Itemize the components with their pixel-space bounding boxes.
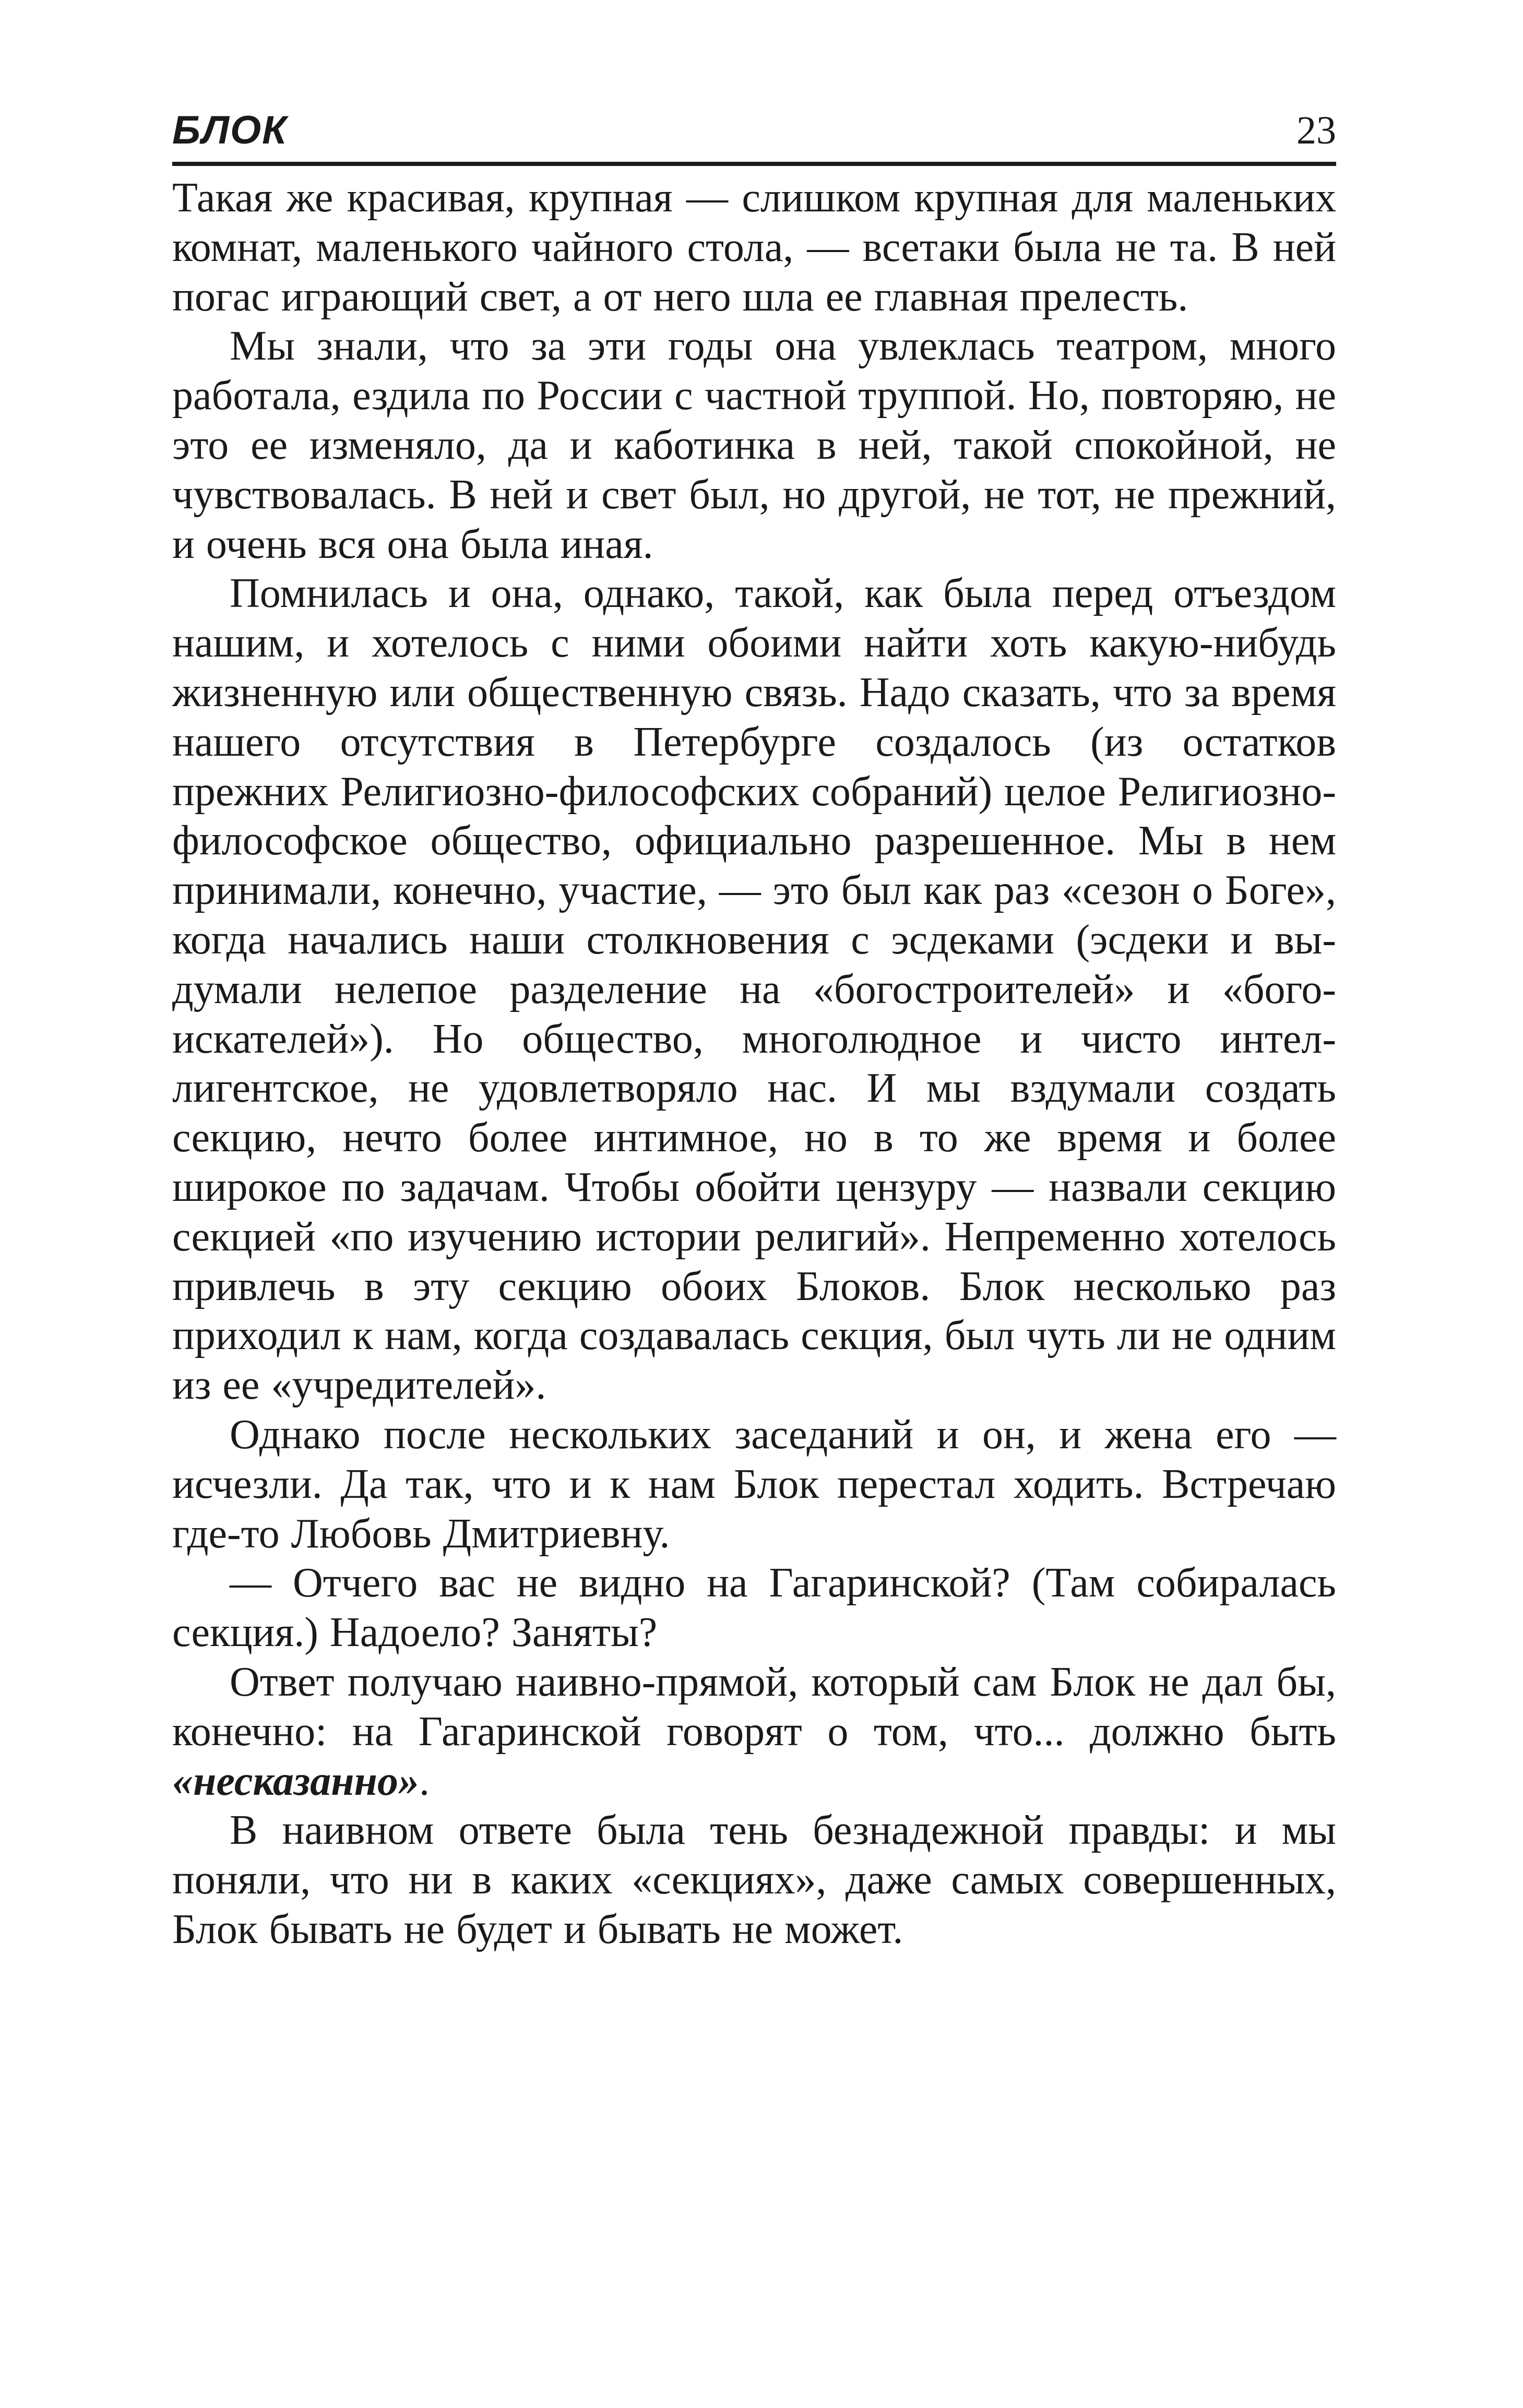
paragraph-6: [172, 1658, 1336, 1806]
running-head: [172, 104, 1336, 166]
emphasized-quote: «несказанно»: [172, 1758, 419, 1804]
paragraph-1: Такая же красивая, крупная — слишком крупная для маленьких комнат, маленького чайного стола, — всетаки была не та. В ней погас играющий свет, а от него шла ее главная прелесть.: [172, 175, 1336, 320]
paragraph-4: Однако после нескольких заседаний и он, и жена его — исчезли. Да так, что и к нам Блок перестал ходить. Встречаю где-то Любовь Дмитриевну.: [172, 1411, 1336, 1557]
page-number: 23: [1296, 109, 1336, 152]
paragraph-5-dialogue: — Отчего вас не видно на Гагаринской? (Там собиралась секция.) Надоело? Заняты?: [172, 1560, 1336, 1656]
paragraph-3: Помнилась и она, однако, такой, как была перед отъездом нашим, и хотелось с ними обоими найти хоть какую-нибудь жизненную или общественную связь. Надо сказать, что за время нашего отсутствия в Петербурге создалось (из остатков прежних Религиозно-философских собраний) целое Религиозно-философское общество, официально разрешенное. Мы в нем принимали, конечно, участие, — это был как раз «сезон о Боге», когда начались наши столкновения с эсдеками (эсдеки и выдумали нелепое разделение на «богостроителей» и «богоискателей»). Но общество, многолюдное и чисто интеллигентское, не удовлетворяло нас. И мы вздумали создать секцию, нечто более интимное, но в то же время и более широкое по задачам. Чтобы обойти цензуру — назвали секцию секцией «по изучению истории религий». Непременно хотелось привлечь в эту секцию обоих Блоков. Блок несколько раз приходил к нам, когда создавалась секция, был чуть ли не одним из ее «учредителей».: [172, 570, 1336, 1409]
paragraph-7: В наивном ответе была тень безнадежной правды: и мы поняли, что ни в каких «секциях», даже самых совершенных, Блок бывать не будет и бывать не может.: [172, 1807, 1336, 1952]
running-title: БЛОК: [172, 108, 288, 152]
body-text: [172, 173, 1336, 1954]
book-page: [172, 104, 1336, 1954]
paragraph-6-end: .: [419, 1758, 430, 1804]
paragraph-2: Мы знали, что за эти годы она увлеклась театром, много работала, ездила по России с частной труппой. Но, повторяю, не это ее изменяло, да и каботинка в ней, такой спокойной, не чувствовалась. В ней и свет был, но другой, не тот, не прежний, и очень вся она была иная.: [172, 323, 1336, 567]
paragraph-6-text: Ответ получаю наивно-прямой, который сам Блок не дал бы, конечно: на Гагаринской говорят о том, что... должно быть: [172, 1659, 1336, 1755]
